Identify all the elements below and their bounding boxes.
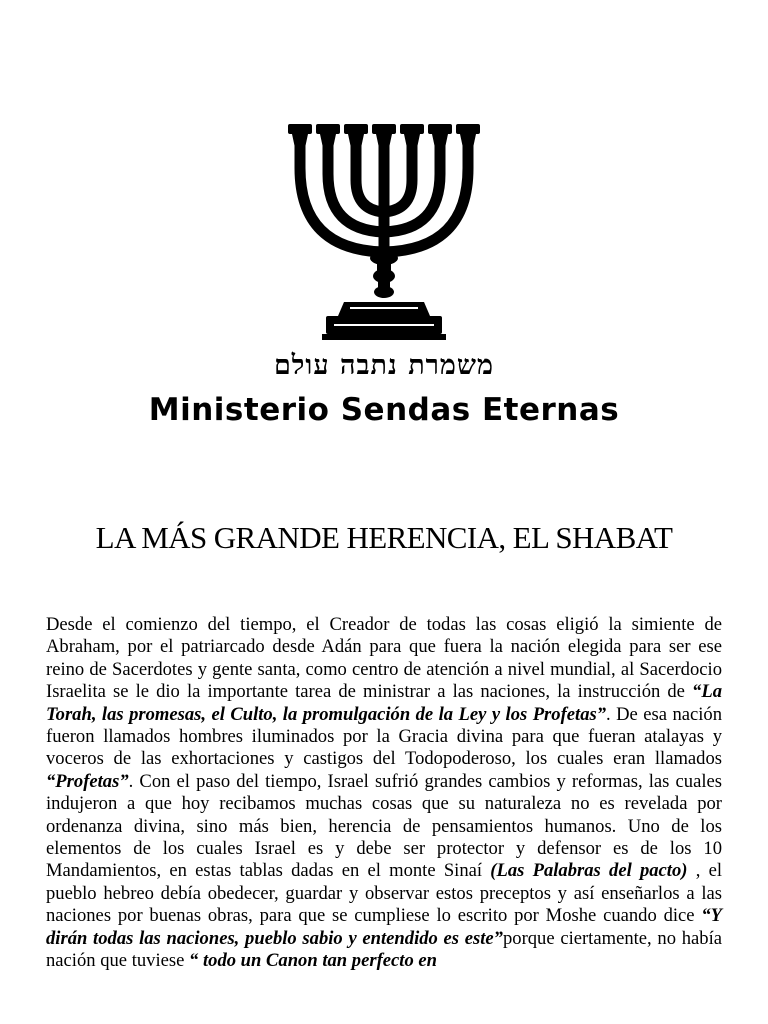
hebrew-motto: משמרת נתבה עולם: [273, 350, 495, 381]
quote-palabras-pacto: (Las Palabras del pacto): [490, 860, 688, 882]
quote-torah: “La Torah, las promesas, el Culto, la promulgación de la Ley y los Profetas”: [46, 681, 722, 725]
text-segment: . De esa nación fueron llamados hombres iluminados por la Gracia divina para que fueran atalayas y voceros de las exhortaciones y castigos del Todopoderoso, los cuales eran llamados: [46, 703, 723, 770]
menorah-icon: [284, 118, 484, 358]
ministry-name: Ministerio Sendas Eternas: [148, 392, 620, 428]
text-segment: Desde el comienzo del tiempo, el Creador de todas las cosas eligió la simiente de Abraham, por el patriarcado desde Adán para que fuera la nación elegida para ser ese reino de Sacerdotes y gente santa, como centro de atención a nivel mundial, al Sacerdocio Israelita se le dio la importante tarea de ministrar a las naciones, la instrucción de: [46, 614, 722, 703]
text-segment: , el pueblo hebreo debía obedecer, guardar y observar estos preceptos y así enseñarlos a las naciones por buenas obras, para que se cumpliese lo escrito por Moshe cuando dice: [46, 860, 722, 927]
ministry-logo: [0, 110, 768, 440]
quote-canon: “ todo un Canon tan perfecto en: [189, 950, 437, 972]
document-title: LA MÁS GRANDE HERENCIA, EL SHABAT: [95, 520, 673, 555]
text-segment: . Con el paso del tiempo, Israel sufrió grandes cambios y reformas, las cuales indujeron a que hoy recibamos muchas cosas que su naturaleza no es revelada por ordenanza divina, sino más bien, herencia de pensamientos humanos. Uno de los elementos de los cuales Israel es y debe ser protector y defensor es de los 10 Mandamientos, en estas tablas dadas en el monte Sinaí: [46, 770, 722, 882]
body-paragraph: [46, 614, 722, 973]
text-segment: porque ciertamente, no había nación que tuviese: [46, 927, 722, 972]
quote-profetas: “Profetas”: [46, 770, 129, 792]
quote-naciones: “Y dirán todas las naciones, pueblo sabio y entendido es este”: [46, 905, 722, 949]
